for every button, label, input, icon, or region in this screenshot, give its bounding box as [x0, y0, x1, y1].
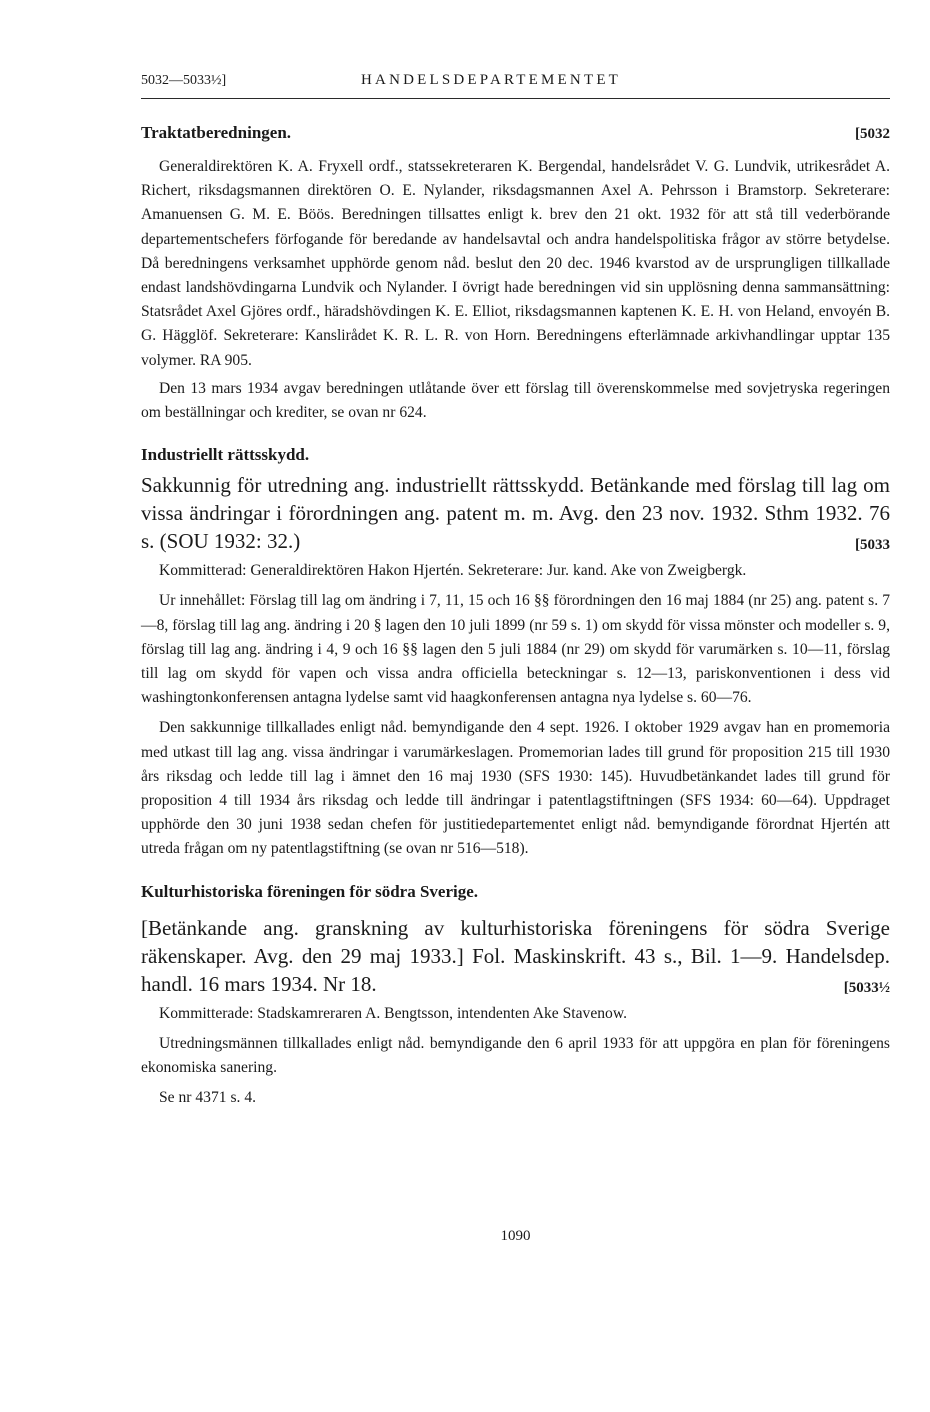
- paragraph: Kommitterad: Generaldirektören Hakon Hjertén. Sekreterare: Jur. kand. Ake von Zweigbergk.: [159, 562, 747, 580]
- entry-range: 5032—5033½]: [141, 73, 227, 88]
- entry-number: [5033½: [843, 979, 890, 996]
- section-heading-5033half: Kulturhistoriska föreningen för södra Sverige.: [141, 881, 479, 901]
- entry-title-text: Sakkunnig för utredning ang. industriellt rättsskydd. Betänkande med förslag till lag om vissa ändringar i förordningen ang. patent m. m. Avg. den 23 nov. 1932. Sthm 1932. 76 s. (SOU 1932: 32.): [141, 473, 890, 554]
- running-header: [141, 72, 890, 99]
- page-number: 1090: [500, 1228, 531, 1244]
- paragraph: Utredningsmännen tillkallades enligt nåd. bemyndigande den 6 april 1933 för att uppgöra en plan för föreningens ekonomiska sanering.: [141, 1034, 890, 1077]
- paragraph: Kommitterade: Stadskamreraren A. Bengtsson, intendenten Ake Stavenow.: [159, 1004, 627, 1022]
- entry-number: [5033: [855, 537, 890, 554]
- section-heading-5033: Industriellt rättsskydd.: [141, 445, 310, 465]
- paragraph: Den 13 mars 1934 avgav beredningen utlåtande över ett förslag till överenskommelse med sovjetryska regeringen om beställningar och krediter, se ovan nr 624.: [141, 379, 890, 422]
- department-title: HANDELSDEPARTEMENTET: [361, 72, 622, 88]
- paragraph: Generaldirektören K. A. Fryxell ordf., statssekreteraren K. Bergendal, handelsrådet V. G. Lundvik, utrikesrådet A. Richert, riksdagsmannen direktören O. E. Nylander, riksdagsmannen Axel A. Pehrsson i Bramstorp. Sekreterare: Amanuensen G. M. E. Böös. Beredningen tillsattes enligt k. brev den 21 okt. 1932 för att stå till vederbörande departementschefers förfogande för beredande av handelsavtal och andra handelspolitiska frågor av större betydelse. Då beredningens verksamhet upphörde genom nåd. beslut den 20 dec. 1946 kvarstod av de ursprungligen tillkallade endast landshövdingarna Lundvik och Nylander. I övrigt hade beredningen vid sin upplösning denna sammansättning: Statsrådet Axel Gjöres ordf., häradshövdingen K. E. Elliot, riksdagsmannen kaptenen K. E. H. von Heland, envoyén B. G. Hägglöf. Sekreterare: Kanslirådet K. R. L. R. von Horn. Beredningens efterlämnade arkivhandlingar upptar 135 volymer. RA 905.: [141, 158, 890, 369]
- entry-number: [5032: [855, 126, 890, 142]
- document-page: [141, 72, 890, 1110]
- paragraph: Den sakkunnige tillkallades enligt nåd. bemyndigande den 4 sept. 1926. I oktober 1929 avgav han en promemoria med utkast till lag ang. vissa ändringar i varumärkeslagen. Promemorian lades till grund för proposition 215 till 1930 års riksdag och ledde till lag i ämnet den 16 maj 1930 (SFS 1930: 145). Huvudbetänkandet lades till grund för proposition 4 till 1934 års riksdag och ledde till ändringar i patentlagstiftningen (SFS 1934: 60—64). Uppdraget upphörde den 30 juni 1938 sedan chefen för justitiedepartementet enligt nåd. bemyndigande förordnat Hjertén att utreda frågan om ny patentlagstiftning (se ovan nr 516—518).: [141, 719, 890, 858]
- entry-title-5033half: [141, 914, 890, 998]
- section-title: Traktatberedningen.: [141, 123, 292, 142]
- paragraph: Se nr 4371 s. 4.: [159, 1089, 257, 1107]
- entry-title-5033: [141, 471, 890, 555]
- section-heading-5032: [141, 123, 890, 143]
- entry-title-text: [Betänkande ang. granskning av kulturhistoriska föreningens för södra Sverige räkenskaper. Avg. den 29 maj 1933.] Fol. Maskinskrift. 43 s., Bil. 1—9. Handelsdep. handl. 16 mars 1934. Nr 18.: [141, 915, 890, 996]
- paragraph: Ur innehållet: Förslag till lag om ändring i 7, 11, 15 och 16 §§ förordningen den 16 maj 1884 (nr 25) ang. patent s. 7—8, förslag till lag ang. ändring i 20 § lagen den 10 juli 1899 (nr 59 s. 1) om skydd för vissa mönster och modeller s. 9, förslag till lag ang. ändring i 4, 9 och 16 §§ lagen den 5 juli 1884 (nr 29) om skydd för varumärken s. 10—11, förslag till lag om skydd för vapen och vissa andra officiella beteckningar s. 12—13, pariskonventionen i dess vid washingtonkonferensen antagna lydelse samt vid haagkonferensen antagna nya lydelse s. 60—76.: [141, 592, 890, 707]
